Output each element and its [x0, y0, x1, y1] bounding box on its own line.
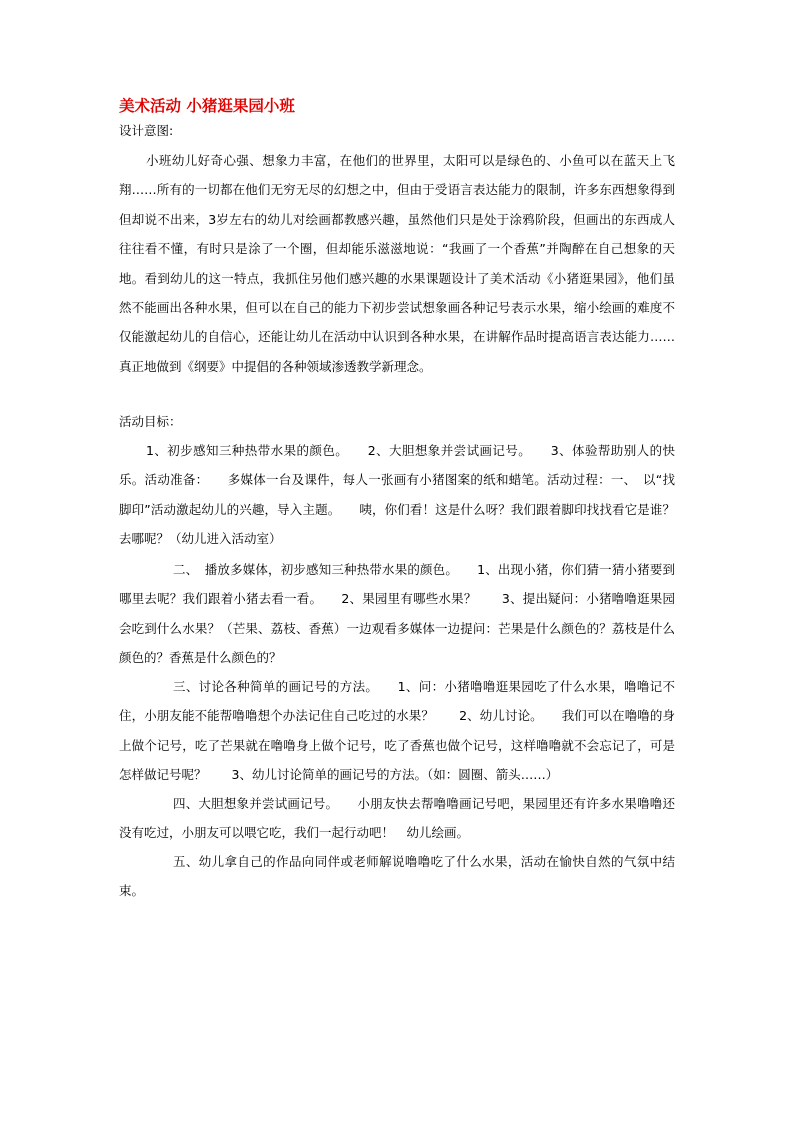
- design-intent-paragraph: 小班幼儿好奇心强、想象力丰富，在他们的世界里，太阳可以是绿色的、小鱼可以在蓝天上飞翔……所有的一切都在他们无穷无尽的幻想之中，但由于受语言表达能力的限制，许多东西想象得到但却说不出来，3岁左右的幼儿对绘画都教感兴趣，虽然他们只是处于涂鸦阶段，但画出的东西成人往往看不懂，有时只是涂了一个圈，但却能乐滋滋地说：“我画了一个香蕉”并陶醉在自己想象的天地。看到幼儿的这一特点，我抓住另他们感兴趣的水果课题设计了美术活动《小猪逛果园》，他们虽然不能画出各种水果，但可以在自己的能力下初步尝试想象画各种记号表示水果，缩小绘画的难度不仅能激起幼儿的自信心，还能让幼儿在活动中认识到各种水果，在讲解作品时提高语言表达能力……真正地做到《纲要》中提倡的各种领域渗透教学新理念。: [119, 153, 675, 374]
- step-four-paragraph: 四、大胆想象并尝试画记号。 小朋友快去帮噜噜画记号吧，果园里还有许多水果噜噜还没有吃过，小朋友可以喂它吃，我们一起行动吧！ 幼儿绘画。: [119, 796, 675, 841]
- step-two-paragraph: 二、 播放多媒体，初步感知三种热带水果的颜色。 1、出现小猪，你们猜一猜小猪要到哪里去呢？我们跟着小猪去看一看。 2、果园里有哪些水果？ 3、提出疑问：小猪噜噜逛果园会吃到什么水果？（芒果、荔枝、香蕉）一边观看多媒体一边提问：芒果是什么颜色的？荔枝是什么颜色的？香蕉是什么颜色的？: [119, 562, 675, 666]
- document-title: 美术活动 小猪逛果园小班: [119, 96, 295, 115]
- activity-goals-paragraph: 1、初步感知三种热带水果的颜色。 2、大胆想象并尝试画记号。 3、体验帮助别人的快乐。活动准备： 多媒体一台及课件，每人一张画有小猪图案的纸和蜡笔。活动过程：一、 以“找脚印”活动激起幼儿的兴趣，导入主题。 咦，你们看！这是什么呀？我们跟着脚印找找看它是谁？去哪呢？（幼儿进入活动室）: [119, 443, 675, 547]
- activity-goals-label: 活动目标：: [119, 414, 182, 429]
- step-five-paragraph: 五、幼儿拿自己的作品向同伴或老师解说噜噜吃了什么水果，活动在愉快自然的气氛中结束。: [119, 854, 675, 899]
- step-three-paragraph: 三、讨论各种简单的画记号的方法。 1、问：小猪噜噜逛果园吃了什么水果，噜噜记不住，小朋友能不能帮噜噜想个办法记住自己吃过的水果？ 2、幼儿讨论。 我们可以在噜噜的身上做个记号，吃了芒果就在噜噜身上做个记号，吃了香蕉也做个记号，这样噜噜就不会忘记了，可是怎样做记号呢？ 3、幼儿讨论简单的画记号的方法。（如：圆圈、箭头……）: [119, 679, 675, 783]
- design-intent-label: 设计意图:: [119, 123, 174, 138]
